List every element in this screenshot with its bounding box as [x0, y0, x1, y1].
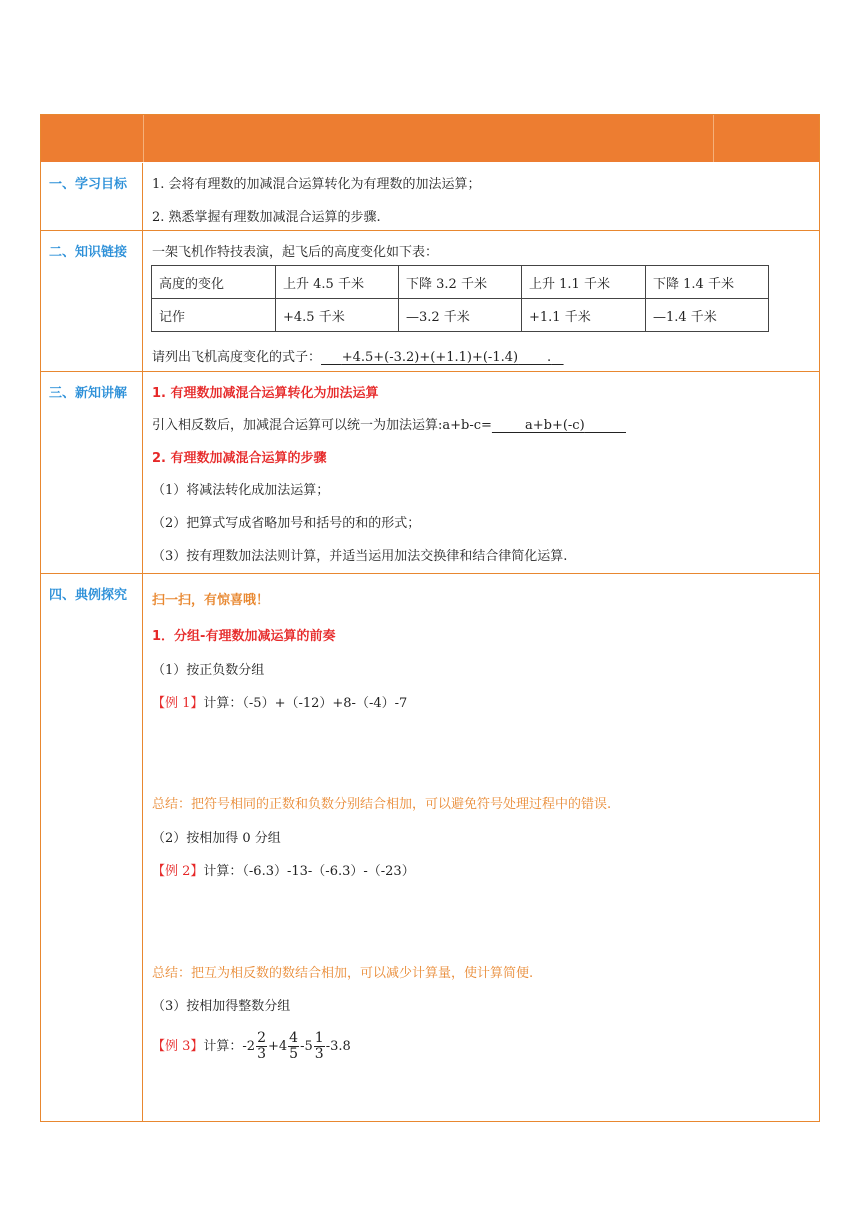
example-tag: 【例 2】	[152, 864, 204, 879]
answer-blank	[492, 418, 626, 433]
fraction	[288, 1031, 299, 1062]
example-text: 计算：-2	[203, 1039, 256, 1054]
section-content	[143, 163, 819, 230]
section-content	[143, 574, 819, 1121]
examples-heading: 1．分组-有理数加减运算的前奏	[152, 629, 336, 644]
table-cell: 高度的变化	[152, 266, 276, 299]
question-text: 请列出飞机高度变化的式子：	[152, 350, 322, 365]
new-heading-1: 1. 有理数加减混合运算转化为加法运算	[152, 386, 379, 401]
example-tag: 【例 3】	[152, 1039, 204, 1054]
fraction-denominator: 5	[289, 1046, 299, 1062]
fraction-denominator: 3	[257, 1046, 266, 1062]
example-3	[152, 1031, 351, 1062]
summary: 总结：把符号相同的正数和负数分别结合相加，可以避免符号处理过程中的错误.	[152, 797, 612, 812]
section-examples	[41, 574, 819, 1121]
example-2	[152, 860, 415, 879]
fraction	[256, 1031, 267, 1062]
answer-blank	[321, 350, 564, 365]
table-row	[152, 299, 769, 332]
section-content	[143, 231, 819, 371]
fraction-numerator: 1	[314, 1030, 324, 1046]
section-goals	[41, 163, 819, 231]
header-divider	[143, 115, 144, 162]
summary: 总结：把互为相反数的数结合相加，可以减少计算量，使计算简便.	[152, 966, 534, 981]
answer-text: a+b+(-c)	[524, 418, 585, 433]
scan-prompt: 扫一扫，有惊喜哦！	[152, 593, 270, 608]
step-item: （3）按有理数加法法则计算，并适当运用加法交换律和结合律简化运算.	[152, 549, 568, 564]
table-cell: —3.2 千米	[399, 299, 522, 332]
new-heading-2: 2. 有理数加减混合运算的步骤	[152, 451, 327, 466]
section-label: 三、新知讲解	[41, 372, 143, 573]
section-new	[41, 372, 819, 574]
lesson-sheet	[40, 114, 820, 1122]
fraction-numerator: 2	[257, 1030, 266, 1046]
section-label: 一、学习目标	[41, 163, 143, 230]
example-text: -3.8	[325, 1039, 351, 1054]
header-bar	[41, 115, 819, 163]
group-title: （3）按相加得整数分组	[152, 999, 291, 1014]
step-item: （1）将减法转化成加法运算；	[152, 483, 330, 498]
table-cell: 上升 4.5 千米	[276, 266, 399, 299]
group-title: （1）按正负数分组	[152, 663, 265, 678]
section-link	[41, 231, 819, 372]
section-label: 二、知识链接	[41, 231, 143, 371]
paragraph-text: 引入相反数后，加减混合运算可以统一为加法运算:a+b-c=	[152, 418, 492, 433]
example-text: 计算：（-6.3）-13-（-6.3）-（-23）	[203, 864, 415, 879]
example-text: +4	[268, 1039, 288, 1054]
table-cell: +4.5 千米	[276, 299, 399, 332]
table-cell: 记作	[152, 299, 276, 332]
section-content	[143, 372, 819, 573]
goal-item: 1. 会将有理数的加减混合运算转化为有理数的加法运算；	[152, 177, 481, 192]
example-text: -5	[300, 1039, 313, 1054]
table-cell: +1.1 千米	[522, 299, 646, 332]
new-paragraph-1	[152, 414, 626, 433]
table-cell: 上升 1.1 千米	[522, 266, 646, 299]
answer-text: +4.5+(-3.2)+(+1.1)+(-1.4)	[341, 350, 519, 365]
example-tag: 【例 1】	[152, 696, 204, 711]
link-question	[152, 346, 564, 365]
example-1	[152, 692, 407, 711]
table-cell: —1.4 千米	[646, 299, 769, 332]
table-cell: 下降 1.4 千米	[646, 266, 769, 299]
example-text: 计算：（-5）+（-12）+8-（-4）-7	[203, 696, 408, 711]
table-cell: 下降 3.2 千米	[399, 266, 522, 299]
table-row	[152, 266, 769, 299]
group-title: （2）按相加得 0 分组	[152, 831, 281, 846]
goal-item: 2. 熟悉掌握有理数加减混合运算的步骤.	[152, 210, 381, 225]
link-intro: 一架飞机作特技表演，起飞后的高度变化如下表：	[152, 245, 439, 260]
height-change-table	[151, 265, 769, 332]
step-item: （2）把算式写成省略加号和括号的和的形式；	[152, 516, 421, 531]
fraction-numerator: 4	[289, 1030, 299, 1046]
fraction	[314, 1031, 325, 1062]
fraction-denominator: 3	[314, 1046, 324, 1062]
section-label: 四、典例探究	[41, 574, 143, 1121]
answer-period: .	[547, 350, 552, 365]
header-divider	[713, 115, 714, 162]
